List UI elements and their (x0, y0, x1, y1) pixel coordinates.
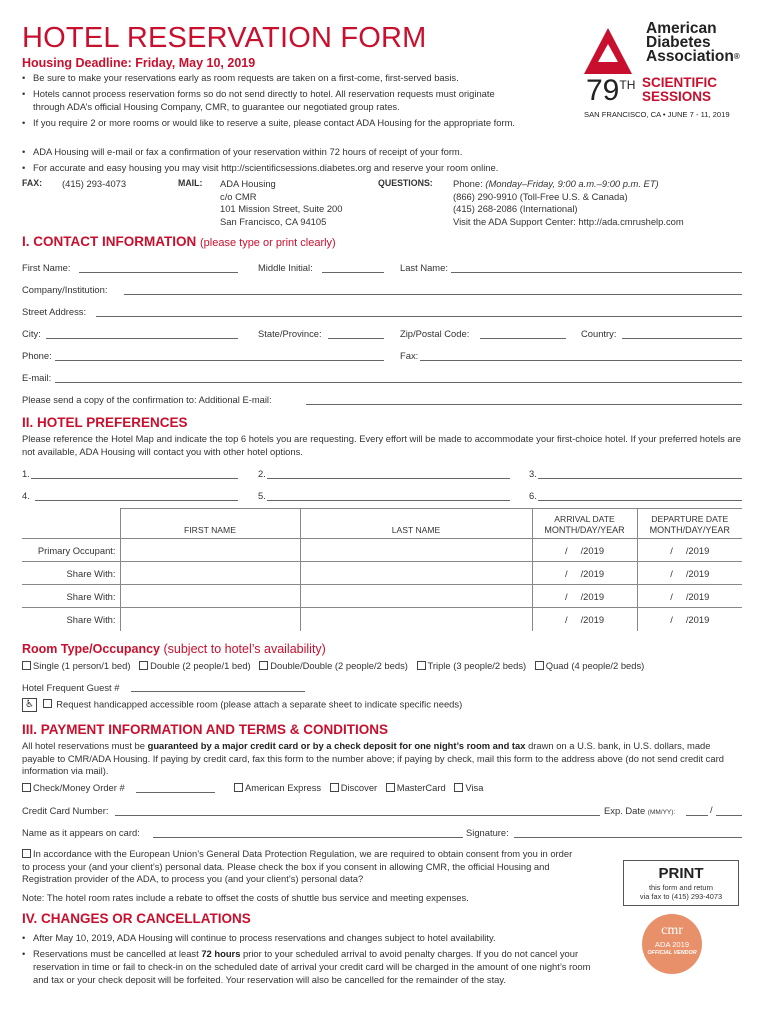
official-vendor-seal (642, 914, 702, 974)
choice-6-field[interactable] (538, 500, 742, 501)
card-label: Visa (465, 782, 484, 793)
mail-line: 101 Mission Street, Suite 200 (220, 203, 343, 214)
signature-label: Signature: (466, 827, 509, 838)
arrival-cell[interactable]: / /2019 (532, 562, 637, 585)
email-field[interactable] (55, 382, 742, 383)
departure-format: MONTH/DAY/YEAR (649, 525, 730, 535)
bullet-item: • ADA Housing will e-mail or fax a confirmation of your reservation within 72 hours of receipt of your form. (22, 145, 742, 158)
session-number-sup: TH (619, 78, 636, 92)
arrival-cell[interactable]: / /2019 (532, 585, 637, 608)
handicap-checkbox[interactable] (43, 699, 52, 708)
last-name-label: Last Name: (400, 262, 448, 273)
room-title-text: Room Type/Occupancy (22, 642, 160, 656)
payment-method-row (22, 782, 125, 793)
fax-field[interactable] (420, 360, 742, 361)
terms-text: drawn on a U.S. bank, in U.S. dollars, made payable to CMR/ADA Housing. If paying by credit card, fax this form to the number above; if paying by check, mail this form to the address above (do not send credit card information via mail). (22, 740, 724, 776)
choice-4-field[interactable] (35, 500, 238, 501)
option-label: Double/Double (2 people/2 beds) (270, 660, 408, 671)
logo-line-3: Association (646, 48, 734, 65)
housing-deadline: Housing Deadline: Friday, May 10, 2019 (22, 56, 256, 70)
card-amex[interactable] (234, 782, 321, 793)
print-label: PRINT (658, 865, 704, 882)
departure-label: DEPARTURE DATE (651, 514, 729, 524)
table-row (22, 585, 742, 608)
fax-field-label: Fax: (400, 350, 419, 361)
row-label: Primary Occupant: (22, 539, 120, 562)
arrival-label: ARRIVAL DATE (554, 514, 615, 524)
option-label: Quad (4 people/2 beds) (545, 660, 645, 671)
arrival-format: MONTH/DAY/YEAR (544, 525, 625, 535)
section-title-text: I. CONTACT INFORMATION (22, 234, 197, 249)
checkbox[interactable] (386, 783, 395, 792)
table-row (22, 608, 742, 631)
zip-field[interactable] (480, 338, 566, 339)
last-name-field[interactable] (451, 272, 742, 273)
choice-5-field[interactable] (267, 500, 510, 501)
checkbox[interactable] (22, 661, 31, 670)
phone-line: (866) 290-9910 (Toll-Free U.S. & Canada) (453, 190, 628, 202)
departure-cell[interactable]: / /2019 (637, 562, 742, 585)
first-name-cell[interactable] (120, 562, 300, 585)
choice-5-label: 5. (258, 490, 266, 501)
card-label: American Express (245, 782, 322, 793)
country-label: Country: (581, 328, 617, 339)
seal-line-2: OFFICIAL VENDOR (647, 950, 697, 956)
departure-cell[interactable]: / /2019 (637, 585, 742, 608)
exp-month-field[interactable] (686, 815, 708, 816)
room-option-double-double[interactable] (259, 660, 408, 671)
exp-date-label (604, 805, 675, 816)
last-name-header: LAST NAME (300, 509, 532, 539)
room-type-title (22, 642, 326, 656)
header-bullets (22, 71, 522, 129)
checkbox[interactable] (454, 783, 463, 792)
name-on-card-field[interactable] (153, 837, 463, 838)
print-sub-2: via fax to (415) 293-4073 (639, 892, 723, 901)
card-mastercard[interactable] (386, 782, 446, 793)
handicap-label: Request handicapped accessible room (please attach a separate sheet to indicate specific needs) (56, 698, 463, 710)
page-title: HOTEL RESERVATION FORM (22, 22, 427, 54)
checkbox[interactable] (22, 783, 31, 792)
check-number-field[interactable] (136, 792, 215, 793)
gdpr-consent (22, 848, 582, 886)
last-name-cell[interactable] (300, 539, 532, 562)
checkbox[interactable] (234, 783, 243, 792)
choice-4-label: 4. (22, 490, 30, 501)
city-field[interactable] (46, 338, 238, 339)
session-number: 79 (586, 74, 620, 107)
cancellation-bullets (22, 931, 602, 986)
checkbox[interactable] (330, 783, 339, 792)
row-label: Share With: (22, 608, 120, 631)
first-name-cell[interactable] (120, 608, 300, 631)
departure-header (637, 509, 742, 539)
logo-sessions: SESSIONS (642, 89, 712, 104)
payment-terms (22, 740, 742, 778)
support-link[interactable]: Visit the ADA Support Center: http://ada.cmrushelp.com (453, 215, 684, 227)
check-option[interactable] (22, 782, 125, 793)
rate-note: Note: The hotel room rates include a rebate to offset the costs of shuttle bus service and meeting expenses. (22, 892, 469, 903)
section-hotel-title: II. HOTEL PREFERENCES (22, 415, 188, 430)
room-options (22, 660, 644, 671)
table-header-row (22, 509, 742, 539)
check-label: Check/Money Order # (33, 782, 125, 793)
room-option-double[interactable] (139, 660, 251, 671)
mail-line: San Francisco, CA 94105 (220, 215, 327, 227)
last-name-cell[interactable] (300, 585, 532, 608)
company-label: Company/Institution: (22, 284, 108, 295)
gdpr-text: In accordance with the European Union’s General Data Protection Regulation, we are required to obtain consent from you in order to process your (and your client’s) personal data. Please check the box if you consent in allowing CMR, the official Housing and Registration provider of the ADA, to process you (and your client’s) personal data? (22, 848, 573, 884)
first-name-cell[interactable] (120, 585, 300, 608)
phone-field[interactable] (55, 360, 384, 361)
bullet-item: • After May 10, 2019, ADA Housing will continue to process reservations and changes subject to hotel availability. (22, 931, 602, 944)
company-field[interactable] (124, 294, 742, 295)
bullet-item: • For accurate and easy housing you may visit http://scientificsessions.diabetes.org and reserve your room online. (22, 161, 742, 174)
row-label: Share With: (22, 585, 120, 608)
seal-line-1: ADA 2019 (654, 940, 690, 949)
exp-separator: / (710, 804, 713, 815)
print-button[interactable] (623, 860, 739, 906)
option-label: Double (2 people/1 bed) (150, 660, 251, 671)
room-option-triple[interactable] (417, 660, 527, 671)
logo-line-1: American (646, 20, 717, 37)
section-contact-title (22, 234, 336, 249)
last-name-cell[interactable] (300, 562, 532, 585)
signature-field[interactable] (514, 837, 742, 838)
middle-initial-label: Middle Initial: (258, 262, 313, 273)
seal-brand: cmr (661, 923, 683, 938)
table-row (22, 539, 742, 562)
card-label: MasterCard (396, 782, 446, 793)
checkbox[interactable] (535, 661, 544, 670)
exp-format: (MM/YY): (647, 809, 676, 816)
choice-6-label: 6. (529, 490, 537, 501)
choice-1-label: 1. (22, 468, 30, 479)
questions-label: QUESTIONS: (378, 178, 433, 188)
card-label: Discover (340, 782, 378, 793)
print-sub-1: this form and return (648, 883, 714, 892)
copy-email-field[interactable] (306, 404, 742, 405)
first-name-header: FIRST NAME (120, 509, 300, 539)
ada-triangle-icon (584, 28, 632, 74)
room-option-quad[interactable] (535, 660, 645, 671)
cancel-bold: 72 hours (201, 948, 241, 959)
phone-prefix: Phone: (453, 178, 486, 189)
first-name-label: First Name: (22, 262, 71, 273)
option-label: Single (1 person/1 bed) (33, 660, 131, 671)
cc-number-field[interactable] (115, 815, 600, 816)
mail-line: c/o CMR (220, 190, 257, 202)
exp-text: Exp. Date (604, 805, 646, 816)
checkbox[interactable] (259, 661, 268, 670)
choice-1-field[interactable] (31, 478, 238, 479)
mail-address (220, 178, 342, 228)
first-name-cell[interactable] (120, 539, 300, 562)
choice-3-field[interactable] (538, 478, 742, 479)
arrival-header (532, 509, 637, 539)
cc-number-label: Credit Card Number: (22, 805, 109, 816)
checkbox[interactable] (417, 661, 426, 670)
section-cancellation-title: IV. CHANGES OR CANCELLATIONS (22, 911, 251, 926)
choice-3-label: 3. (529, 468, 537, 479)
card-options (234, 782, 483, 793)
cancel-text: prior to your scheduled arrival to avoid penalty charges. If you do not cancel your reservation in time or fail to check-in on the scheduled date of arrival your credit card will be charged in the amount of one night’s room and tax or your check deposit will be forfeited. Your reservation will also be cancelled for the remainder of the stay. (33, 948, 591, 985)
zip-label: Zip/Postal Code: (400, 328, 470, 339)
street-field[interactable] (96, 316, 742, 317)
option-label: Triple (3 people/2 beds) (427, 660, 527, 671)
bullet-item: • Hotels cannot process reservation forms so do not send directly to hotel. All reservation requests must originate through ADA’s official Housing Company, CMR, to guarantee our negotiated group rates. (22, 87, 522, 113)
mail-line: ADA Housing (220, 178, 276, 189)
table-row (22, 562, 742, 585)
bullet-item: • Be sure to make your reservations early as room requests are taken on a first-come, first-served basis. (22, 71, 522, 84)
fax-value: (415) 293-4073 (62, 178, 127, 189)
ada-logo (584, 22, 744, 122)
first-name-field[interactable] (79, 272, 238, 273)
country-field[interactable] (622, 338, 742, 339)
logo-line-2: Diabetes (646, 34, 711, 51)
copy-email-label: Please send a copy of the confirmation to: Additional E-mail: (22, 394, 272, 405)
row-label-header (22, 509, 120, 539)
choice-2-label: 2. (258, 468, 266, 479)
row-label: Share With: (22, 562, 120, 585)
frequent-guest-label: Hotel Frequent Guest # (22, 682, 120, 693)
bullet-item (22, 947, 602, 986)
arrival-cell[interactable]: / /2019 (532, 539, 637, 562)
gdpr-checkbox[interactable] (22, 849, 31, 858)
phone-hours: (Monday–Friday, 9:00 a.m.–9:00 p.m. ET) (485, 178, 659, 189)
state-label: State/Province: (258, 328, 322, 339)
frequent-guest-field[interactable] (131, 691, 305, 692)
departure-cell[interactable]: / /2019 (637, 608, 742, 631)
cancel-text: Reservations must be cancelled at least (33, 948, 202, 959)
departure-cell[interactable]: / /2019 (637, 539, 742, 562)
card-discover[interactable] (330, 782, 377, 793)
checkbox[interactable] (139, 661, 148, 670)
section-subtitle: (please type or print clearly) (200, 237, 336, 249)
state-field[interactable] (328, 338, 384, 339)
logo-reg: ® (733, 52, 740, 61)
occupant-table (22, 508, 742, 631)
middle-initial-field[interactable] (322, 272, 384, 273)
wheelchair-icon: ♿ (22, 698, 37, 712)
city-label: City: (22, 328, 41, 339)
header-bullets-2 (22, 145, 742, 174)
questions-info (453, 178, 684, 228)
room-subtitle: (subject to hotel’s availability) (163, 642, 326, 656)
bullet-item: • If you require 2 or more rooms or would like to reserve a suite, please contact ADA Housing for the appropriate form. (22, 116, 522, 129)
hotel-intro: Please reference the Hotel Map and indicate the top 6 hotels you are requesting. Every effort will be made to accommodate your first-choice hotel. If your preferred hotels are not available, ADA Housing will contact you with other hotel options. (22, 433, 741, 457)
card-visa[interactable] (454, 782, 483, 793)
choice-2-field[interactable] (267, 478, 510, 479)
name-on-card-label: Name as it appears on card: (22, 827, 140, 838)
room-option-single[interactable] (22, 660, 130, 671)
exp-year-field[interactable] (716, 815, 742, 816)
phone-line: (415) 268-2086 (International) (453, 203, 578, 214)
last-name-cell[interactable] (300, 608, 532, 631)
logo-scientific: SCIENTIFIC (642, 75, 718, 90)
email-label: E-mail: (22, 372, 52, 383)
terms-bold: guaranteed by a major credit card or by a check deposit for one night’s room and tax (147, 740, 526, 751)
arrival-cell[interactable]: / /2019 (532, 608, 637, 631)
fax-label: FAX: (22, 178, 43, 188)
phone-label: Phone: (22, 350, 52, 361)
section-payment-title: III. PAYMENT INFORMATION AND TERMS & CONDITIONS (22, 722, 389, 737)
mail-label: MAIL: (178, 178, 203, 188)
terms-text: All hotel reservations must be (22, 740, 148, 751)
handicap-row (22, 698, 462, 712)
street-label: Street Address: (22, 306, 87, 317)
logo-location: SAN FRANCISCO, CA • JUNE 7 - 11, 2019 (584, 110, 730, 119)
